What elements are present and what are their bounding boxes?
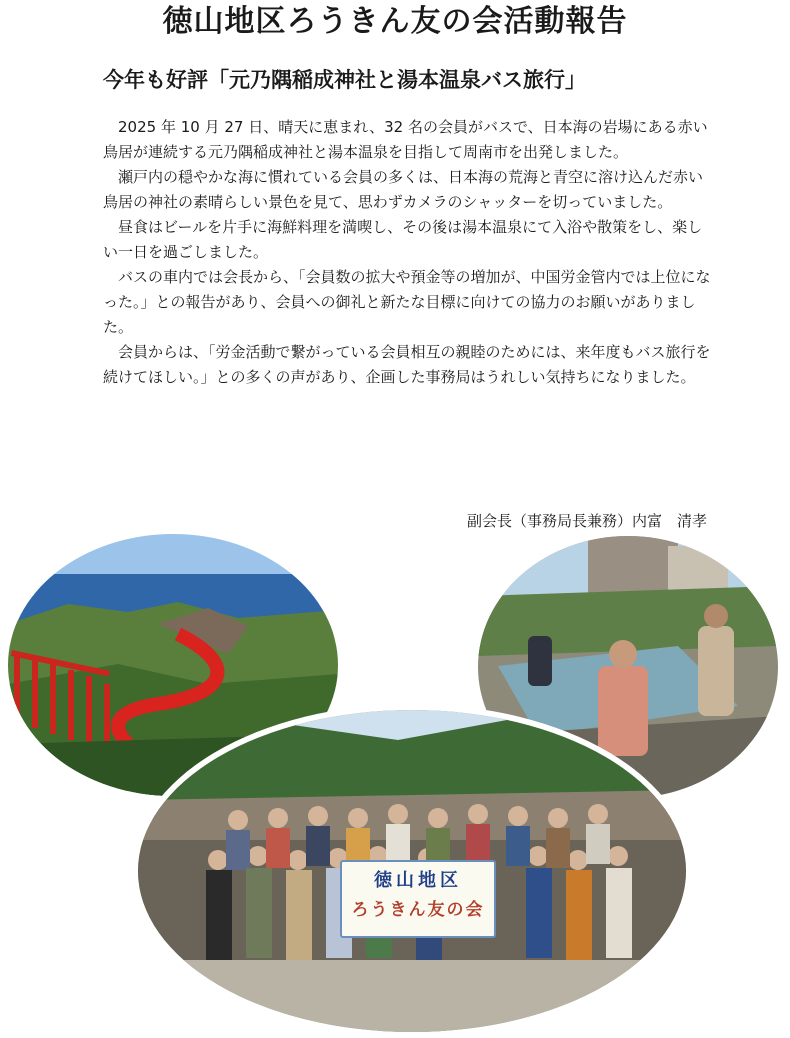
page-title: 徳山地区ろうきん友の会活動報告: [162, 4, 628, 39]
article-body: [103, 115, 713, 390]
club-banner: [340, 860, 496, 938]
paragraph-1: 2025 年 10 月 27 日、晴天に恵まれ、32 名の会員がバスで、日本海の岩場にある赤い鳥居が連続する元乃隅稲成神社と湯本温泉を目指して周南市を出発しました。: [103, 118, 708, 161]
banner-line-2: ろうきん友の会: [351, 900, 485, 920]
paragraph-5: 会員からは、「労金活動で繋がっている会員相互の親睦のためには、来年度もバス旅行を続けてほしい。」との多くの声があり、企画した事務局はうれしい気持ちになりました。: [103, 343, 711, 386]
paragraph-4: バスの車内では会長から、「会員数の拡大や預金等の増加が、中国労金管内では上位になった。」との報告があり、会員への御礼と新たな目標に向けての協力のお願いがありました。: [103, 268, 711, 336]
paragraph-2: 瀬戸内の穏やかな海に慣れている会員の多くは、日本海の荒海と青空に溶け込んだ赤い鳥居の神社の素晴らしい景色を見て、思わずカメラのシャッターを切っていました。: [103, 168, 704, 211]
paragraph-3: 昼食はビールを片手に海鮮料理を満喫し、その後は湯本温泉にて入浴や散策をし、楽しい一日を過ごしました。: [103, 218, 703, 261]
author-signature: 副会長（事務局長兼務）内富 清孝: [466, 512, 707, 530]
banner-line-1: 徳山地区: [374, 870, 462, 891]
article-subtitle: 今年も好評「元乃隅稲成神社と湯本温泉バス旅行」: [103, 68, 586, 92]
